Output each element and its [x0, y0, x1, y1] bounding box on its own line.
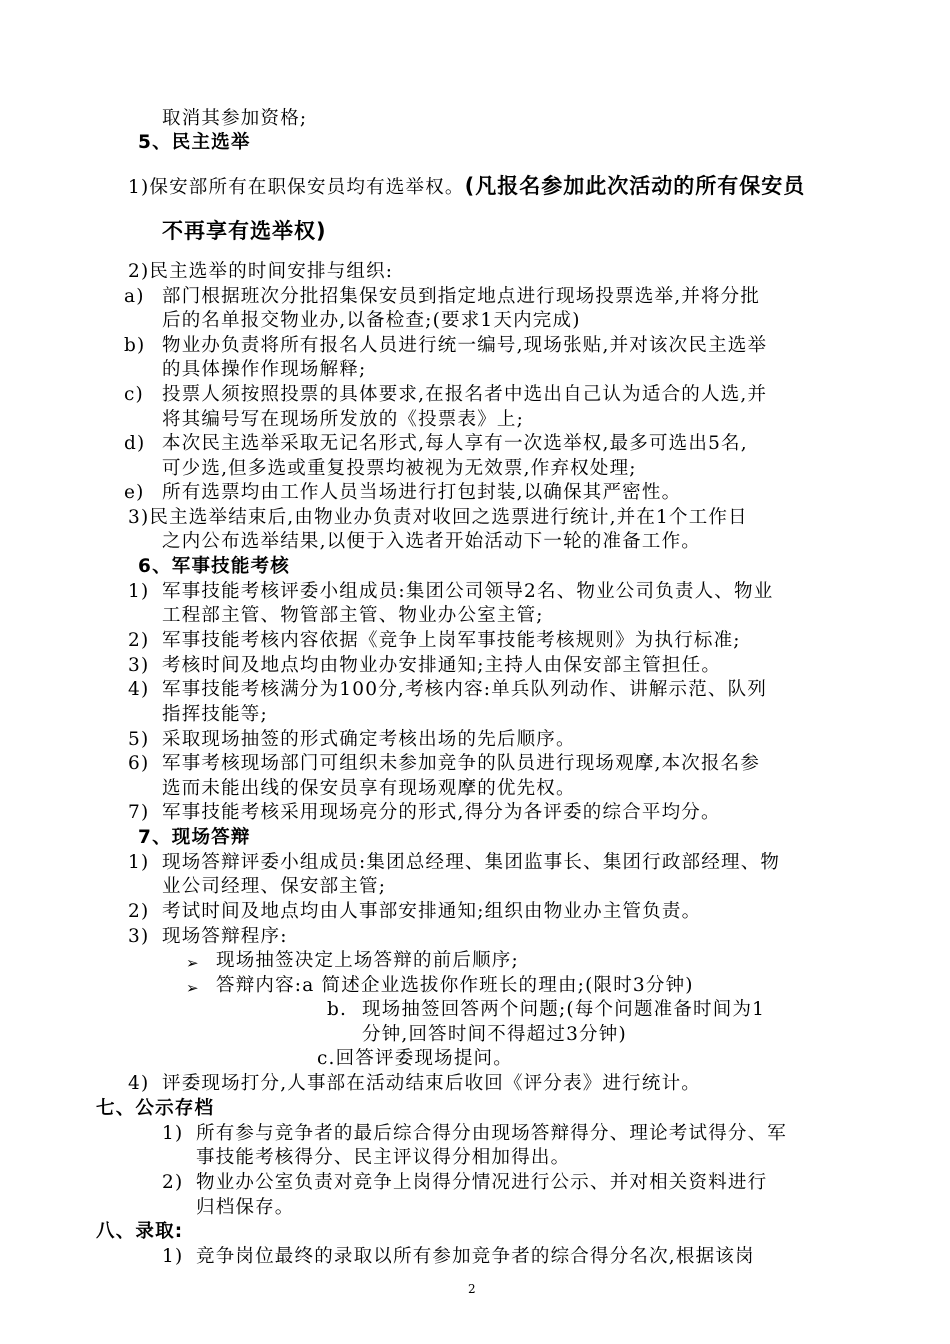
text-line: 军事技能考核内容依据《竞争上岗军事技能考核规则》为执行标准; — [162, 630, 741, 651]
section-heading-6: 6、军事技能考核 — [138, 556, 290, 577]
text-line: 考试时间及地点均由人事部安排通知;组织由物业办主管负责。 — [162, 901, 702, 922]
text-line: 的具体操作作现场解释; — [162, 359, 367, 380]
list-marker: 1) — [128, 581, 150, 602]
text-line: 指挥技能等; — [162, 704, 268, 725]
text-line: 考核时间及地点均由物业办安排通知;主持人由保安部主管担任。 — [162, 655, 722, 676]
text-line: 答辩内容:a 简述企业选拔你作班长的理由;(限时3分钟) — [216, 975, 694, 996]
list-marker: 1) — [162, 1246, 184, 1267]
chapter-heading-8: 八、录取: — [96, 1221, 184, 1242]
text-line: 取消其参加资格; — [162, 108, 308, 129]
text-line: 军事考核现场部门可组织未参加竞争的队员进行现场观摩,本次报名参 — [162, 753, 761, 774]
list-marker: 5) — [128, 729, 150, 750]
text-line: 工程部主管、物管部主管、物业办公室主管; — [162, 605, 544, 626]
text-line: 归档保存。 — [196, 1197, 295, 1218]
arrow-bullet-icon: ➢ — [186, 954, 200, 972]
text-line: 采取现场抽签的形式确定考核出场的先后顺序。 — [162, 729, 576, 750]
text-line — [128, 174, 805, 200]
text-line: 所有参与竞争者的最后综合得分由现场答辩得分、理论考试得分、军 — [196, 1123, 788, 1144]
text-line: 可少选,但多选或重复投票均被视为无效票,作弃权处理; — [162, 458, 637, 479]
text-line: 本次民主选举采取无记名形式,每人享有一次选举权,最多可选出5名, — [162, 433, 748, 454]
list-marker: c) — [124, 384, 144, 405]
text-line: 之内公布选举结果,以便于入选者开始活动下一轮的准备工作。 — [162, 531, 701, 552]
section-heading-7: 7、现场答辩 — [138, 827, 251, 848]
text-line: 现场答辩评委小组成员:集团总经理、集团监事长、集团行政部经理、物 — [162, 852, 781, 873]
list-marker: 6) — [128, 753, 150, 774]
text-line: 将其编号写在现场所发放的《投票表》上; — [162, 409, 525, 430]
list-marker: 1) — [162, 1123, 184, 1144]
text-line: 分钟,回答时间不得超过3分钟) — [362, 1024, 627, 1045]
list-marker: 7) — [128, 802, 150, 823]
text-line: 物业办负责将所有报名人员进行统一编号,现场张贴,并对该次民主选举 — [162, 335, 768, 356]
text-line: 部门根据班次分批招集保安员到指定地点进行现场投票选举,并将分批 — [162, 286, 761, 307]
page-number: 2 — [468, 1282, 476, 1296]
list-marker: 2) — [128, 901, 150, 922]
list-marker: 3) — [128, 655, 150, 676]
text-line: 现场答辩程序: — [162, 926, 288, 947]
list-marker: d) — [124, 433, 146, 454]
text-line: 所有选票均由工作人员当场进行打包封装,以确保其严密性。 — [162, 482, 682, 503]
list-marker: 2) — [128, 630, 150, 651]
list-marker: b) — [124, 335, 146, 356]
text-line: 现场抽签回答两个问题;(每个问题准备时间为1 — [362, 999, 766, 1020]
text-line: 军事技能考核满分为100分,考核内容:单兵队列动作、讲解示范、队列 — [162, 679, 768, 700]
text-span: 1)保安部所有在职保安员均有选举权。 — [128, 177, 465, 198]
text-line: c.回答评委现场提问。 — [317, 1048, 513, 1069]
list-marker: 4) — [128, 1073, 150, 1094]
bold-note: (凡报名参加此次活动的所有保安员 — [464, 174, 806, 198]
list-marker: 2) — [162, 1172, 184, 1193]
text-line: 3)民主选举结束后,由物业办负责对收回之选票进行统计,并在1个工作日 — [128, 507, 748, 528]
section-heading-5: 5、民主选举 — [138, 132, 251, 153]
text-line: 后的名单报交物业办,以备检查;(要求1天内完成) — [162, 310, 581, 331]
text-line: 业公司经理、保安部主管; — [162, 876, 387, 897]
text-line: 评委现场打分,人事部在活动结束后收回《评分表》进行统计。 — [162, 1073, 701, 1094]
list-marker: 3) — [128, 926, 150, 947]
list-marker: b. — [327, 999, 348, 1020]
text-line: 物业办公室负责对竞争上岗得分情况进行公示、并对相关资料进行 — [196, 1172, 768, 1193]
text-line: 军事技能考核采用现场亮分的形式,得分为各评委的综合平均分。 — [162, 802, 721, 823]
text-line: 选而未能出线的保安员享有现场观摩的优先权。 — [162, 778, 576, 799]
chapter-heading-7: 七、公示存档 — [96, 1098, 215, 1119]
text-line: 事技能考核得分、民主评议得分相加得出。 — [196, 1147, 571, 1168]
list-marker: 4) — [128, 679, 150, 700]
arrow-bullet-icon: ➢ — [186, 979, 200, 997]
text-line: 现场抽签决定上场答辩的前后顺序; — [216, 950, 519, 971]
text-line: 竞争岗位最终的录取以所有参加竞争者的综合得分名次,根据该岗 — [196, 1246, 755, 1267]
list-marker: a) — [124, 286, 145, 307]
bold-note: 不再享有选举权) — [162, 219, 327, 243]
text-line: 军事技能考核评委小组成员:集团公司领导2名、物业公司负责人、物业 — [162, 581, 774, 602]
list-marker: 1) — [128, 852, 150, 873]
list-marker: e) — [124, 482, 145, 503]
text-line: 投票人须按照投票的具体要求,在报名者中选出自己认为适合的人选,并 — [162, 384, 768, 405]
text-line: 2)民主选举的时间安排与组织: — [128, 261, 394, 282]
